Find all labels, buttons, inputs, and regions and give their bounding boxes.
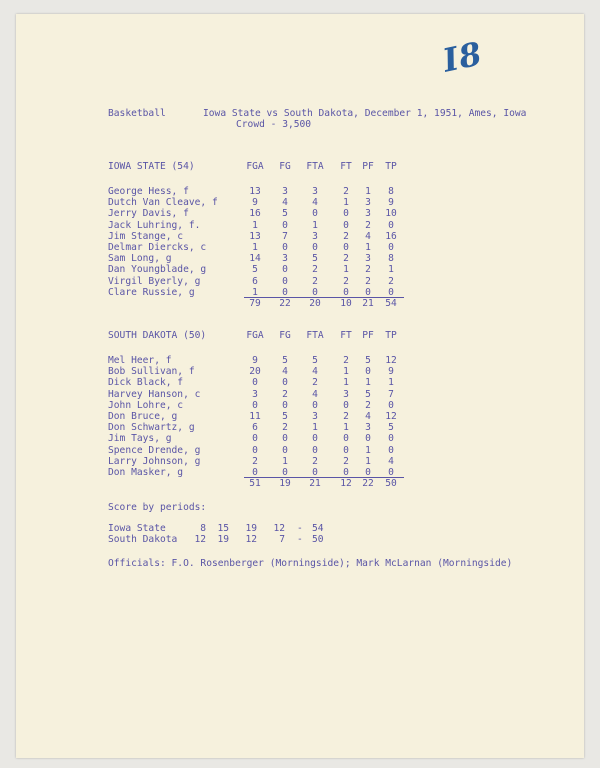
stat-cell: 0: [282, 444, 288, 456]
stat-cell: 1: [365, 242, 371, 253]
player-name: Clare Russie, g: [108, 286, 195, 298]
period-dash: -: [297, 523, 303, 534]
stat-cell: 12: [385, 355, 397, 366]
total-cell: 19: [279, 478, 291, 490]
stat-cell: 0: [388, 286, 394, 298]
total-cell: 12: [340, 478, 352, 490]
stat-cell: 0: [252, 399, 258, 411]
stat-cell: 5: [312, 253, 318, 265]
stat-cell: 16: [385, 230, 397, 242]
stat-cell: 0: [252, 377, 258, 389]
total-cell: 79: [249, 298, 261, 309]
stat-cell: 0: [252, 467, 258, 478]
column-header: FG: [279, 161, 291, 172]
stat-cell: 0: [252, 433, 258, 445]
period-total: 54: [312, 523, 324, 534]
stat-cell: 5: [388, 422, 394, 434]
stat-cell: 4: [365, 230, 371, 242]
stat-cell: 4: [282, 366, 288, 378]
player-name: Larry Johnson, g: [108, 455, 201, 467]
column-header: FT: [340, 330, 352, 341]
total-cell: 22: [279, 298, 291, 309]
total-cell: 22: [362, 478, 374, 490]
stat-cell: 0: [343, 467, 349, 478]
player-name: Dan Youngblade, g: [108, 264, 207, 276]
stat-cell: 1: [282, 455, 288, 467]
stat-cell: 6: [252, 422, 258, 434]
stat-cell: 3: [365, 253, 371, 265]
stat-cell: 0: [343, 208, 349, 220]
stat-cell: 14: [249, 253, 261, 265]
stat-cell: 0: [388, 433, 394, 445]
column-header: PF: [362, 161, 374, 172]
stat-cell: 3: [282, 186, 288, 197]
period-team: Iowa State: [108, 523, 166, 534]
stat-cell: 1: [312, 422, 318, 434]
stat-cell: 10: [385, 208, 397, 220]
officials-line: Officials: F.O. Rosenberger (Morningside); Mark McLarnan (Morningside): [108, 558, 513, 569]
total-cell: 50: [385, 478, 397, 490]
stat-cell: 0: [252, 444, 258, 456]
stat-cell: 5: [365, 388, 371, 400]
stat-cell: 5: [252, 264, 258, 276]
stat-cell: 0: [312, 286, 318, 298]
stat-cell: 5: [282, 355, 288, 366]
total-cell: 20: [309, 298, 321, 309]
stat-cell: 0: [388, 444, 394, 456]
column-header: FG: [279, 330, 291, 341]
total-cell: 10: [340, 298, 352, 309]
period-score: 12: [245, 534, 257, 545]
sport-heading: Basketball: [108, 108, 166, 119]
stat-cell: 2: [312, 264, 318, 276]
stat-cell: 20: [249, 366, 261, 378]
player-name: Jerry Davis, f: [108, 208, 189, 220]
stat-cell: 3: [312, 230, 318, 242]
player-name: Delmar Diercks, c: [108, 242, 207, 253]
stat-cell: 2: [343, 455, 349, 467]
period-total: 50: [312, 534, 324, 545]
stat-cell: 1: [343, 264, 349, 276]
stat-cell: 0: [343, 242, 349, 253]
player-name: Spence Drende, g: [108, 444, 201, 456]
stat-cell: 1: [343, 377, 349, 389]
player-name: Bob Sullivan, f: [108, 366, 195, 378]
stat-cell: 0: [282, 242, 288, 253]
stat-cell: 2: [343, 230, 349, 242]
period-score: 19: [245, 523, 257, 534]
player-name: Jim Stange, c: [108, 230, 184, 242]
stat-cell: 9: [388, 366, 394, 378]
stat-cell: 9: [252, 355, 258, 366]
player-name: John Lohre, c: [108, 399, 184, 411]
column-header: TP: [385, 330, 397, 341]
team-heading: IOWA STATE (54): [108, 161, 195, 172]
column-header: FT: [340, 161, 352, 172]
player-name: Don Masker, g: [108, 467, 184, 478]
stat-cell: 9: [252, 197, 258, 209]
stat-cell: 1: [343, 366, 349, 378]
period-score: 12: [273, 523, 285, 534]
stat-cell: 5: [282, 411, 288, 422]
stat-cell: 0: [312, 433, 318, 445]
stat-cell: 1: [343, 197, 349, 209]
stat-cell: 4: [282, 197, 288, 209]
total-cell: 21: [309, 478, 321, 490]
stat-cell: 2: [343, 355, 349, 366]
stat-cell: 13: [249, 186, 261, 197]
stat-cell: 7: [282, 230, 288, 242]
game-title: Iowa State vs South Dakota, December 1, 1951, Ames, Iowa: [203, 108, 527, 119]
column-header: FTA: [306, 161, 324, 172]
stat-cell: 7: [388, 388, 394, 400]
stat-cell: 0: [388, 399, 394, 411]
stat-cell: 3: [252, 388, 258, 400]
stat-cell: 1: [252, 219, 258, 231]
stat-cell: 0: [282, 467, 288, 478]
period-score: 15: [217, 523, 229, 534]
period-score: 8: [200, 523, 206, 534]
player-name: Dick Black, f: [108, 377, 184, 389]
crowd-line: Crowd - 3,500: [236, 119, 312, 130]
stat-cell: 0: [388, 242, 394, 253]
stat-cell: 2: [312, 377, 318, 389]
stat-cell: 8: [388, 186, 394, 197]
player-name: Don Schwartz, g: [108, 422, 195, 434]
stat-cell: 0: [312, 444, 318, 456]
stat-cell: 0: [282, 377, 288, 389]
stat-cell: 4: [312, 388, 318, 400]
stat-cell: 2: [312, 455, 318, 467]
stat-cell: 3: [365, 208, 371, 220]
stat-cell: 0: [312, 208, 318, 220]
stat-cell: 2: [343, 186, 349, 197]
stat-cell: 1: [252, 286, 258, 298]
column-header: PF: [362, 330, 374, 341]
stat-cell: 0: [343, 286, 349, 298]
stat-cell: 0: [388, 467, 394, 478]
stat-cell: 3: [343, 388, 349, 400]
player-name: Dutch Van Cleave, f: [108, 197, 218, 209]
stat-cell: 2: [282, 388, 288, 400]
stat-cell: 1: [365, 444, 371, 456]
period-dash: -: [297, 534, 303, 545]
column-header: FGA: [246, 330, 264, 341]
stat-cell: 1: [365, 186, 371, 197]
stat-cell: 0: [282, 286, 288, 298]
handwritten-mark: I8: [439, 34, 486, 80]
player-name: Jack Luhring, f.: [108, 219, 201, 231]
stat-cell: 2: [252, 455, 258, 467]
stat-cell: 0: [343, 444, 349, 456]
column-header: FTA: [306, 330, 324, 341]
stat-cell: 0: [312, 242, 318, 253]
stat-cell: 2: [365, 219, 371, 231]
player-name: Don Bruce, g: [108, 411, 178, 422]
total-cell: 21: [362, 298, 374, 309]
period-score: 19: [217, 534, 229, 545]
stat-cell: 0: [365, 467, 371, 478]
stat-cell: 3: [312, 411, 318, 422]
stat-cell: 5: [282, 208, 288, 220]
stat-cell: 2: [365, 264, 371, 276]
period-team: South Dakota: [108, 534, 178, 545]
stat-cell: 1: [365, 455, 371, 467]
stat-cell: 11: [249, 411, 261, 422]
stat-cell: 0: [282, 433, 288, 445]
stat-cell: 0: [365, 286, 371, 298]
stat-cell: 1: [343, 422, 349, 434]
stat-cell: 13: [249, 230, 261, 242]
total-cell: 51: [249, 478, 261, 490]
stat-cell: 5: [365, 355, 371, 366]
period-score: 12: [194, 534, 206, 545]
stat-cell: 2: [343, 411, 349, 422]
player-name: Mel Heer, f: [108, 355, 172, 366]
stat-cell: 2: [312, 275, 318, 287]
stat-cell: 0: [282, 399, 288, 411]
player-name: Jim Tays, g: [108, 433, 172, 445]
stat-cell: 6: [252, 275, 258, 287]
stat-cell: 3: [365, 197, 371, 209]
player-name: George Hess, f: [108, 186, 189, 197]
player-name: Sam Long, g: [108, 253, 172, 265]
stat-cell: 2: [365, 399, 371, 411]
stat-cell: 0: [282, 264, 288, 276]
stat-cell: 5: [312, 355, 318, 366]
stat-cell: 3: [365, 422, 371, 434]
stat-cell: 0: [312, 399, 318, 411]
stat-cell: 0: [282, 219, 288, 231]
column-header: FGA: [246, 161, 264, 172]
stat-cell: 4: [312, 197, 318, 209]
stat-cell: 8: [388, 253, 394, 265]
stat-cell: 1: [252, 242, 258, 253]
stat-cell: 2: [388, 275, 394, 287]
stat-cell: 2: [343, 253, 349, 265]
stat-cell: 0: [312, 467, 318, 478]
stat-cell: 0: [365, 433, 371, 445]
stat-cell: 1: [388, 377, 394, 389]
stat-cell: 0: [388, 219, 394, 231]
stat-cell: 0: [343, 219, 349, 231]
stat-cell: 1: [365, 377, 371, 389]
player-name: Harvey Hanson, c: [108, 388, 201, 400]
stat-cell: 0: [365, 366, 371, 378]
stat-cell: 4: [312, 366, 318, 378]
stat-cell: 4: [388, 455, 394, 467]
column-header: TP: [385, 161, 397, 172]
stat-cell: 2: [365, 275, 371, 287]
stat-cell: 12: [385, 411, 397, 422]
stat-cell: 2: [282, 422, 288, 434]
stat-cell: 4: [365, 411, 371, 422]
stat-cell: 2: [343, 275, 349, 287]
stat-cell: 1: [388, 264, 394, 276]
stat-cell: 0: [343, 399, 349, 411]
stat-cell: 0: [282, 275, 288, 287]
stat-cell: 16: [249, 208, 261, 220]
stat-cell: 9: [388, 197, 394, 209]
player-name: Virgil Byerly, g: [108, 275, 201, 287]
stat-cell: 3: [282, 253, 288, 265]
team-heading: SOUTH DAKOTA (50): [108, 330, 207, 341]
total-cell: 54: [385, 298, 397, 309]
periods-label: Score by periods:: [108, 502, 207, 513]
stat-cell: 0: [343, 433, 349, 445]
stat-cell: 1: [312, 219, 318, 231]
stat-cell: 3: [312, 186, 318, 197]
period-score: 7: [279, 534, 285, 545]
